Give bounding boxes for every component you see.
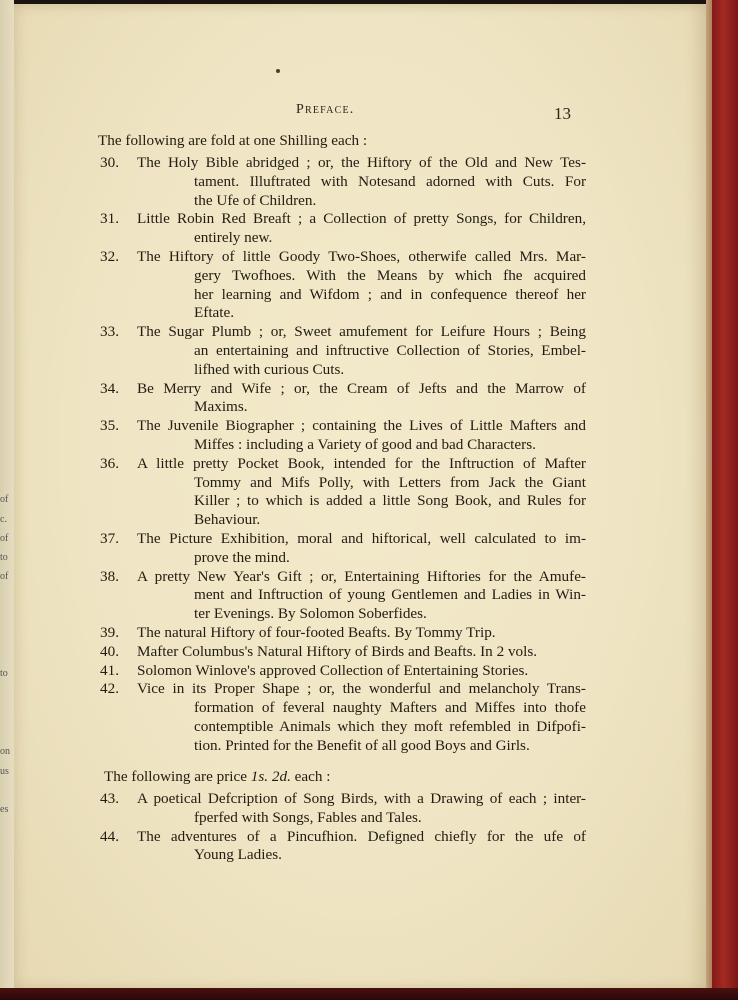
entry-number: 41. [100,661,119,679]
entry-text-line: the Ufe of Children. [194,191,317,209]
entry-text-line: Eftate. [194,304,235,322]
catalogue-entry [100,828,586,866]
entry-text-line: Maxims. [194,398,248,416]
entry-text-line: entirely new. [194,229,273,247]
book-bottom-edge [0,988,738,1000]
book-cover-edge [706,0,738,1000]
prev-page-fragment: on [0,746,10,757]
catalogue-entry [100,417,586,455]
catalogue-entry [100,643,586,662]
entry-text-line: formation of feveral naughty Mafters and Miffes into thofe [194,699,586,717]
entry-text-line: Solomon Winlove's approved Collection of Entertaining Stories. [137,661,529,679]
entry-number: 43. [100,790,119,807]
prev-page-fragment: of [0,571,9,582]
prev-page-fragment: of [0,494,9,505]
entry-text-line: A poetical Defcription of Song Birds, with a Drawing of each ; inter- [137,790,586,807]
section-heading: The following are fold at one Shilling each : [98,132,368,149]
page-number: 13 [554,104,571,123]
ink-speck [276,69,280,73]
entry-number: 30. [100,154,119,171]
entry-number: 33. [100,323,119,341]
prev-page-fragment: es [0,804,9,815]
catalogue-entry [100,790,586,828]
entry-number: 40. [100,642,119,660]
entry-text-line: fperfed with Songs, Fables and Tales. [194,808,422,826]
prev-page-fragment: to [0,552,8,563]
entry-text-line: The Sugar Plumb ; or, Sweet amufement for Leifure Hours ; Being [137,323,586,341]
catalogue-entry [100,323,586,379]
entry-number: 32. [100,248,119,265]
entry-number: 39. [100,624,119,641]
prev-page-fragment: of [0,533,9,544]
catalogue-entry [100,455,586,530]
entry-text-line: The Holy Bible abridged ; or, the Hiftory of the Old and New Tes- [137,154,586,171]
entry-text-line: tion. Printed for the Benefit of all good Boys and Girls. [194,736,530,754]
entry-text-line: The Juvenile Biographer ; containing the Lives of Little Mafters and [137,417,586,435]
entry-text-line: Mafter Columbus's Natural Hiftory of Birds and Beafts. In 2 vols. [137,642,538,660]
prev-page-fragment: us [0,766,9,777]
running-head: Preface. [296,102,355,117]
entry-text-line: Little Robin Red Breaft ; a Collection of pretty Songs, for Children, [137,210,586,228]
entry-number: 31. [100,210,119,228]
entry-number: 38. [100,567,119,585]
entry-text-line: ment and Inftruction of young Gentlemen and Ladies in Win- [194,586,586,604]
catalogue-entry [100,380,586,418]
entry-text-line: The adventures of a Pincufhion. Defigned chiefly for the ufe of [137,827,586,845]
catalogue-entry [100,680,586,755]
entry-text-line: Killer ; to which is added a little Song Book, and Rules for [194,492,586,510]
entry-text-line: The Picture Exhibition, moral and hiftorical, well calculated to im- [137,530,586,547]
section-heading: The following are price 1s. 2d. each : [104,768,331,785]
entry-text-line: The Hiftory of little Goody Two-Shoes, otherwife called Mrs. Mar- [137,248,586,265]
entry-text-line: The natural Hiftory of four-footed Beafts. By Tommy Trip. [137,624,496,641]
entry-text-line: Young Ladies. [194,846,282,864]
catalogue-entry [100,248,586,323]
entry-text-line: ter Evenings. By Solomon Soberfides. [194,605,427,623]
entry-text-line: Be Merry and Wife ; or, the Cream of Jefts and the Marrow of [137,379,586,397]
entry-text-line: prove the mind. [194,548,290,566]
entry-text-line: A little pretty Pocket Book, intended for the Inftruction of Mafter [137,454,586,472]
catalogue-entry [100,210,586,248]
entry-number: 34. [100,379,119,397]
entry-text-line: tament. Illuftrated with Notesand adorned with Cuts. For [194,172,586,190]
entry-text-line: contemptible Animals which they moft refembled in Difpofi- [194,717,586,735]
prev-page-fragment: c. [0,514,7,525]
entry-text-line: lifhed with curious Cuts. [194,360,345,378]
entry-number: 35. [100,417,119,435]
entry-text-line: A pretty New Year's Gift ; or, Entertaining Hiftories for the Amufe- [137,567,586,585]
entry-text-line: an entertaining and inftructive Collection of Stories, Embel- [194,341,586,359]
entry-text-line: Miffes : including a Variety of good and bad Characters. [194,435,536,453]
entry-text-line: her learning and Wifdom ; and in confequence thereof her [194,285,586,303]
catalogue-entry [100,568,586,624]
entry-number: 36. [100,454,119,472]
book-page [14,4,706,990]
catalogue-entry [100,154,586,210]
entry-number: 44. [100,827,119,845]
entry-number: 42. [100,680,119,698]
prev-page-fragment: to [0,668,8,679]
catalogue-entry [100,530,586,568]
entry-text-line: Behaviour. [194,511,261,529]
entry-number: 37. [100,530,119,547]
catalogue-entry [100,624,586,643]
entry-text-line: Tommy and Mifs Polly, with Letters from Jack the Giant [194,473,586,491]
entry-text-line: gery Twofhoes. With the Means by which fhe acquired [194,266,586,284]
previous-page-edge [0,0,14,1000]
entry-text-line: Vice in its Proper Shape ; or, the wonderful and melancholy Trans- [137,680,586,698]
catalogue-entry [100,662,586,681]
